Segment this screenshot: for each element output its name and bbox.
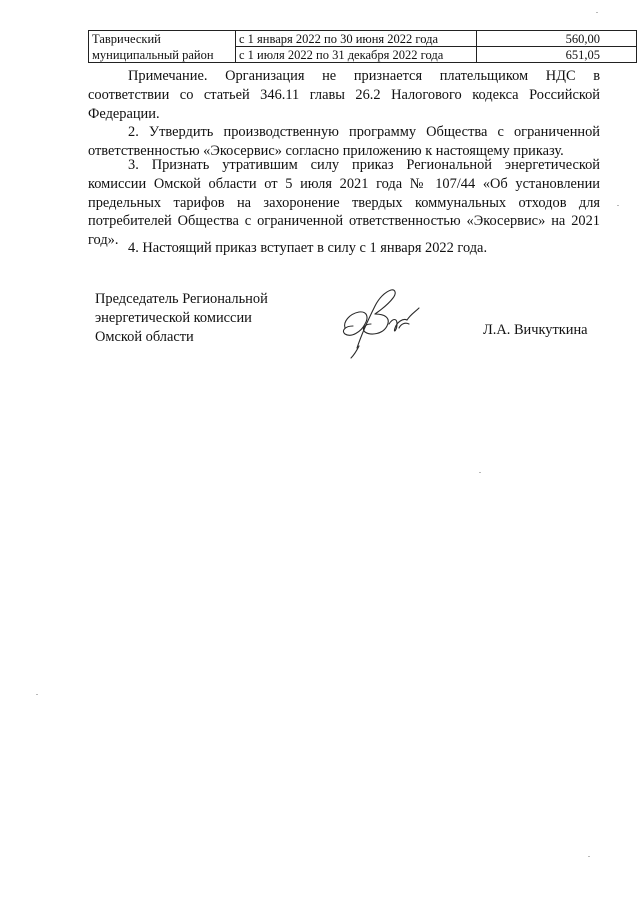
district-cell: Таврический [89,31,236,47]
note-paragraph: Примечание. Организация не признается плательщиком НДС в соответствии со статьей 346.11 главы 26.2 Налогового кодекса Российской Федерации. [88,68,600,122]
signatory-position [95,290,268,346]
item-2-paragraph: 2. Утвердить производственную программу Общества с ограниченной ответственностью «Экосервис» согласно приложению к настоящему приказу. [88,124,600,159]
scan-speck [588,856,590,857]
table-row [89,47,637,63]
table-row [89,31,637,47]
signatory-position-line: энергетической комиссии [95,309,252,326]
item-3-paragraph: 3. Признать утратившим силу приказ Региональной энергетической комиссии Омской области от 5 июля 2021 года № 107/44 «Об установлении предельных тарифов на захоронение твердых коммунальных отходов для потребителей Общества с ограниченной ответственностью «Экосервис» на 2021 год». [88,157,600,249]
scan-speck [479,472,481,473]
handwritten-signature [335,284,425,360]
scan-speck [36,694,38,695]
signatory-name: Л.А. Вичкуткина [483,322,588,338]
scan-speck [617,205,619,206]
scan-speck [596,12,598,13]
tariff-value-cell: 560,00 [477,31,637,47]
district-cell: муниципальный район [89,47,236,63]
signatory-position-line: Председатель Региональной [95,291,268,307]
period-cell: с 1 января 2022 по 30 июня 2022 года [236,31,477,47]
item-4-paragraph: 4. Настоящий приказ вступает в силу с 1 января 2022 года. [128,240,488,256]
signatory-position-line: Омской области [95,328,194,345]
tariff-value-cell: 651,05 [477,47,637,63]
tariff-table [88,30,637,63]
period-cell: с 1 июля 2022 по 31 декабря 2022 года [236,47,477,63]
